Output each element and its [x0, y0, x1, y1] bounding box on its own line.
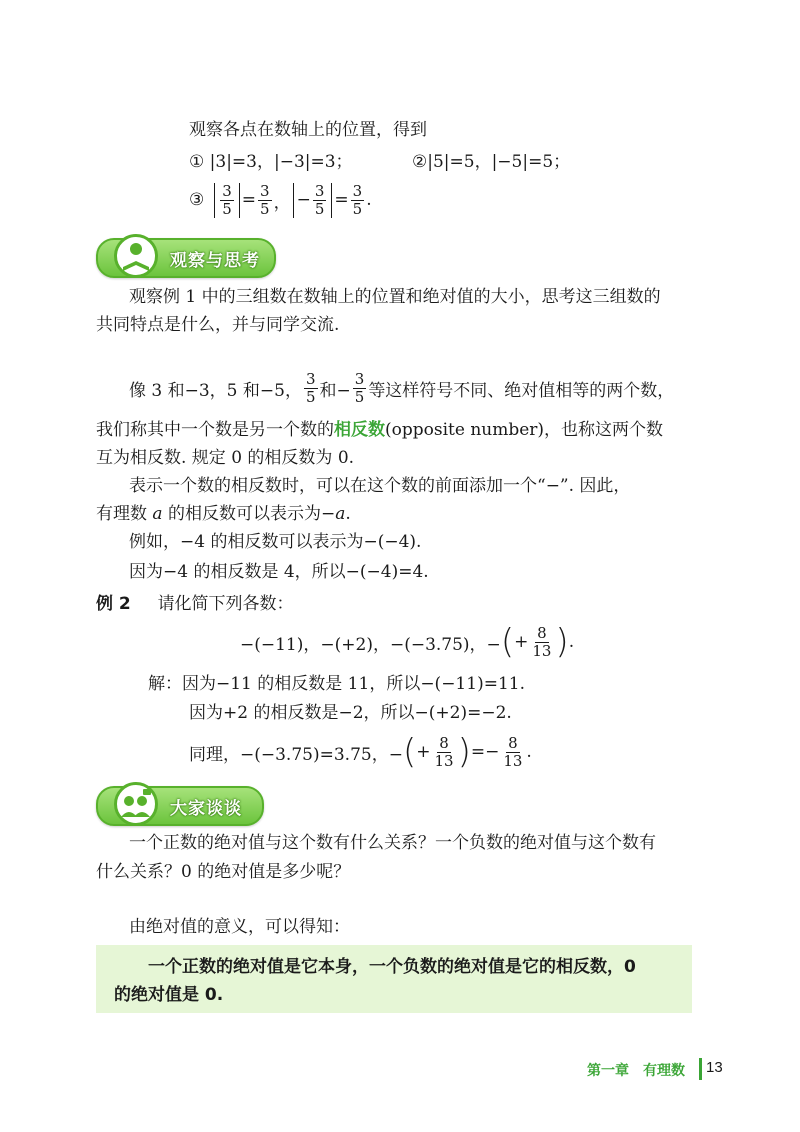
chapter-label: 第一章 有理数: [587, 1063, 685, 1079]
equation-row-1: [189, 150, 353, 174]
equals: =: [241, 190, 257, 210]
solution-line-3: 同理，−(−3.75)=3.75，− ( + $\frac{8}{13}$ ) =− $\frac{8}{13}$ .: [189, 732, 532, 772]
observe-line-2: 共同特点是什么，并与同学交流.: [96, 315, 340, 335]
definition-line-5: 有理数 a 的相反数可以表示为−a.: [96, 504, 351, 524]
definition-line-2: 我们称其中一个数是另一个数的相反数(opposite number)，也称这两个数: [96, 420, 664, 440]
rule-line-2: 的绝对值是 0.: [114, 985, 224, 1005]
equation-a: |3|=3，|−3|=3；: [209, 152, 353, 172]
people-talking-icon: [114, 782, 158, 826]
fraction: $\frac{3}{5}$: [352, 181, 363, 218]
absolute-bracket: [214, 183, 240, 218]
observe-think-badge: [96, 238, 276, 278]
equals: =: [334, 190, 349, 210]
example-label: 例 2: [96, 594, 131, 614]
rule-line-1: 一个正数的绝对值是它本身，一个负数的绝对值是它的相反数，0: [148, 957, 636, 977]
example-expression: −(−11)，−(+2)，−(−3.75)，− ( + $\frac{8}{13}$ ) .: [240, 622, 575, 662]
definition-line-7: 因为−4 的相反数是 4，所以−(−4)=4.: [129, 562, 429, 582]
fraction: $\frac{8}{13}$: [503, 733, 523, 770]
discuss-line-1: 一个正数的绝对值与这个数有什么关系？一个负数的绝对值与这个数有: [129, 833, 656, 853]
equation-row-3: [189, 178, 372, 222]
page-number: 13: [706, 1059, 723, 1076]
fraction: $\frac{3}{5}$: [314, 181, 325, 218]
fraction: $\frac{8}{13}$: [532, 623, 552, 660]
badge-label: 观察与思考: [170, 251, 260, 271]
intro-text: 观察各点在数轴上的位置，得到: [189, 120, 427, 140]
discuss-line-2: 什么关系？0 的绝对值是多少呢？: [96, 862, 351, 882]
solution-line-2: 因为+2 的相反数是−2，所以−(+2)=−2.: [189, 703, 512, 723]
fraction: $\frac{3}{5}$: [305, 369, 316, 406]
footer-divider: [699, 1058, 702, 1080]
discussion-badge: [96, 786, 264, 826]
reading-person-icon: [114, 234, 158, 278]
equation-row-2: [412, 150, 570, 174]
fraction: $\frac{3}{5}$: [354, 369, 365, 406]
item-marker: ③: [189, 190, 205, 210]
definition-line-1: 像 3 和−3，5 和−5， $\frac{3}{5}$ 和− $\frac{3}{5}$ 等这样符号不同、绝对值相等的两个数，: [129, 369, 675, 406]
badge-label: 大家谈谈: [170, 799, 242, 819]
item-marker: ②: [412, 152, 428, 172]
item-marker: ①: [189, 152, 205, 172]
key-term: 相反数: [334, 420, 385, 440]
observe-line-1: 观察例 1 中的三组数在数轴上的位置和绝对值的大小，思考这三组数的: [129, 287, 661, 307]
equation-b: |5|=5，|−5|=5；: [427, 152, 571, 172]
fraction: $\frac{3}{5}$: [260, 181, 270, 218]
solution-line-1: 解：因为−11 的相反数是 11，所以−(−11)=11.: [148, 674, 525, 694]
definition-line-4: 表示一个数的相反数时，可以在这个数的前面添加一个“−”. 因此，: [129, 476, 631, 496]
fraction: $\frac{8}{13}$: [434, 733, 454, 770]
example-heading: 例 2 请化简下列各数：: [96, 594, 294, 614]
comma: ，: [273, 192, 291, 213]
conclusion-intro: 由绝对值的意义，可以得知：: [129, 917, 350, 937]
fraction: $\frac{3}{5}$: [222, 181, 232, 218]
period: .: [366, 190, 372, 210]
definition-line-6: 例如，−4 的相反数可以表示为−(−4).: [129, 532, 422, 552]
absolute-bracket: − $\frac{3}{5}$: [293, 183, 333, 218]
definition-line-3: 互为相反数. 规定 0 的相反数为 0.: [96, 448, 355, 468]
